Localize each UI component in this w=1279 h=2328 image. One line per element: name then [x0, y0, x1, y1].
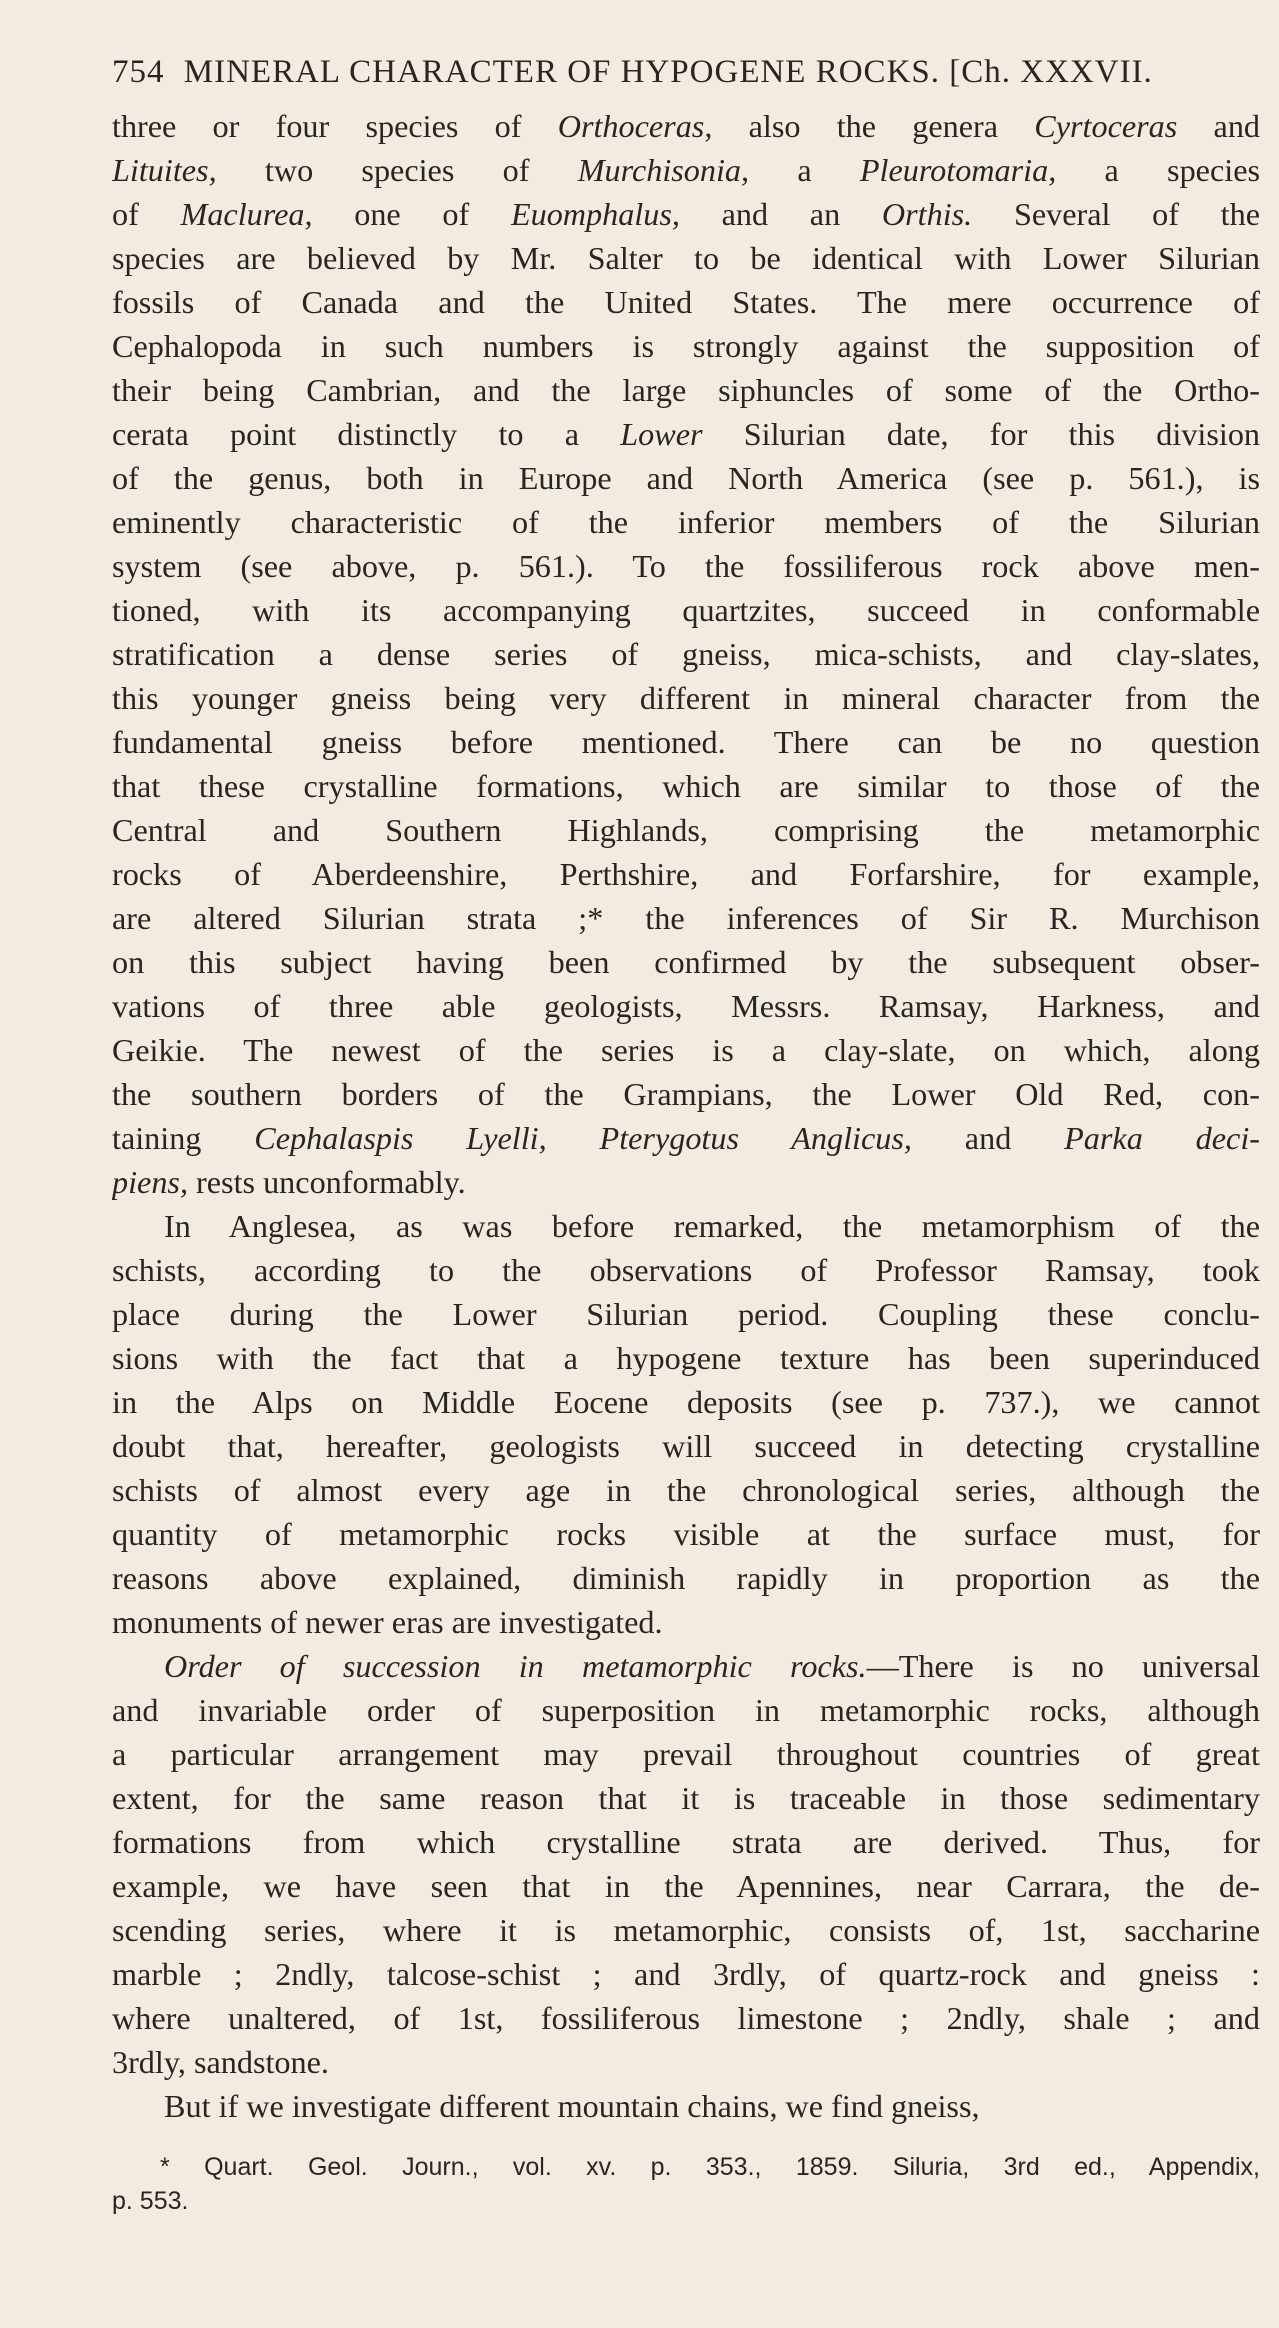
text-line: of Maclurea, one of Euomphalus, and an Orthis. Several of the [112, 196, 1260, 232]
text-line: Cephalopoda in such numbers is strongly against the supposition of [112, 328, 1260, 364]
text-line: vations of three able geologists, Messrs. Ramsay, Harkness, and [112, 988, 1260, 1024]
text-line: extent, for the same reason that it is traceable in those sedimentary [112, 1780, 1260, 1816]
text-line: in the Alps on Middle Eocene deposits (see p. 737.), we cannot [112, 1384, 1260, 1420]
text-line: Central and Southern Highlands, comprising the metamorphic [112, 812, 1260, 848]
text-line: of the genus, both in Europe and North America (see p. 561.), is [112, 460, 1260, 496]
text-line: taining Cephalaspis Lyelli, Pterygotus Anglicus, and Parka deci- [112, 1120, 1260, 1156]
text-line: 3rdly, sandstone. [112, 2044, 329, 2080]
text-line: fossils of Canada and the United States. The mere occurrence of [112, 284, 1260, 320]
text-line: quantity of metamorphic rocks visible at the surface must, for [112, 1516, 1260, 1552]
text-line: Lituites, two species of Murchisonia, a Pleurotomaria, a species [112, 152, 1260, 188]
running-title: MINERAL CHARACTER OF HYPOGENE ROCKS. [183, 54, 940, 90]
chapter-marker: [Ch. XXXVII. [949, 54, 1153, 90]
text-line: Geikie. The newest of the series is a clay-slate, on which, along [112, 1032, 1260, 1068]
text-line: their being Cambrian, and the large siphuncles of some of the Ortho- [112, 372, 1260, 408]
text-line: three or four species of Orthoceras, also the genera Cyrtoceras and [112, 108, 1260, 144]
text-line: reasons above explained, diminish rapidly in proportion as the [112, 1560, 1260, 1596]
footnote-line: * Quart. Geol. Journ., vol. xv. p. 353., 1859. Siluria, 3rd ed., Appendix, [160, 2153, 1260, 2181]
text-line: eminently characteristic of the inferior members of the Silurian [112, 504, 1260, 540]
paragraph [112, 2084, 1260, 2128]
text-line: fundamental gneiss before mentioned. There can be no question [112, 724, 1260, 760]
text-line: But if we investigate different mountain chains, we find gneiss, [164, 2088, 980, 2124]
text-line: doubt that, hereafter, geologists will succeed in detecting crystalline [112, 1428, 1260, 1464]
paragraph [112, 104, 1260, 1204]
text-line: rocks of Aberdeenshire, Perthshire, and Forfarshire, for example, [112, 856, 1260, 892]
text-line: where unaltered, of 1st, fossiliferous limestone ; 2ndly, shale ; and [112, 2000, 1260, 2036]
paragraph [112, 1644, 1260, 2084]
text-line: scending series, where it is metamorphic, consists of, 1st, saccharine [112, 1912, 1260, 1948]
running-head [112, 52, 1260, 92]
page-number: 754 [112, 54, 165, 90]
text-line: formations from which crystalline strata are derived. Thus, for [112, 1824, 1260, 1860]
text-line: marble ; 2ndly, talcose-schist ; and 3rdly, of quartz-rock and gneiss : [112, 1956, 1260, 1992]
text-line: schists of almost every age in the chronological series, although the [112, 1472, 1260, 1508]
text-line: In Anglesea, as was before remarked, the metamorphism of the [164, 1208, 1260, 1244]
text-line: are altered Silurian strata ;* the inferences of Sir R. Murchison [112, 900, 1260, 936]
text-line: stratification a dense series of gneiss, mica-schists, and clay-slates, [112, 636, 1260, 672]
text-line: sions with the fact that a hypogene texture has been superinduced [112, 1340, 1260, 1376]
text-line: schists, according to the observations of Professor Ramsay, took [112, 1252, 1260, 1288]
text-line: piens, rests unconformably. [112, 1164, 466, 1200]
text-line: that these crystalline formations, which are similar to those of the [112, 768, 1260, 804]
text-line: example, we have seen that in the Apennines, near Carrara, the de- [112, 1868, 1260, 1904]
page [112, 52, 1260, 2128]
footnote-line: p. 553. [112, 2187, 189, 2215]
text-line: species are believed by Mr. Salter to be identical with Lower Silurian [112, 240, 1260, 276]
text-line: tioned, with its accompanying quartzites, succeed in conformable [112, 592, 1260, 628]
footnote [112, 2150, 1260, 2218]
text-line: monuments of newer eras are investigated. [112, 1604, 663, 1640]
text-line: system (see above, p. 561.). To the fossiliferous rock above men- [112, 548, 1260, 584]
body-text [112, 104, 1260, 2128]
text-line: this younger gneiss being very different in mineral character from the [112, 680, 1260, 716]
text-line: a particular arrangement may prevail throughout countries of great [112, 1736, 1260, 1772]
text-line: the southern borders of the Grampians, the Lower Old Red, con- [112, 1076, 1260, 1112]
text-line: on this subject having been confirmed by the subsequent obser- [112, 944, 1260, 980]
text-line: Order of succession in metamorphic rocks.—There is no universal [164, 1648, 1260, 1684]
text-line: cerata point distinctly to a Lower Silurian date, for this division [112, 416, 1260, 452]
paragraph [112, 1204, 1260, 1644]
text-line: place during the Lower Silurian period. Coupling these conclu- [112, 1296, 1260, 1332]
text-line: and invariable order of superposition in metamorphic rocks, although [112, 1692, 1260, 1728]
